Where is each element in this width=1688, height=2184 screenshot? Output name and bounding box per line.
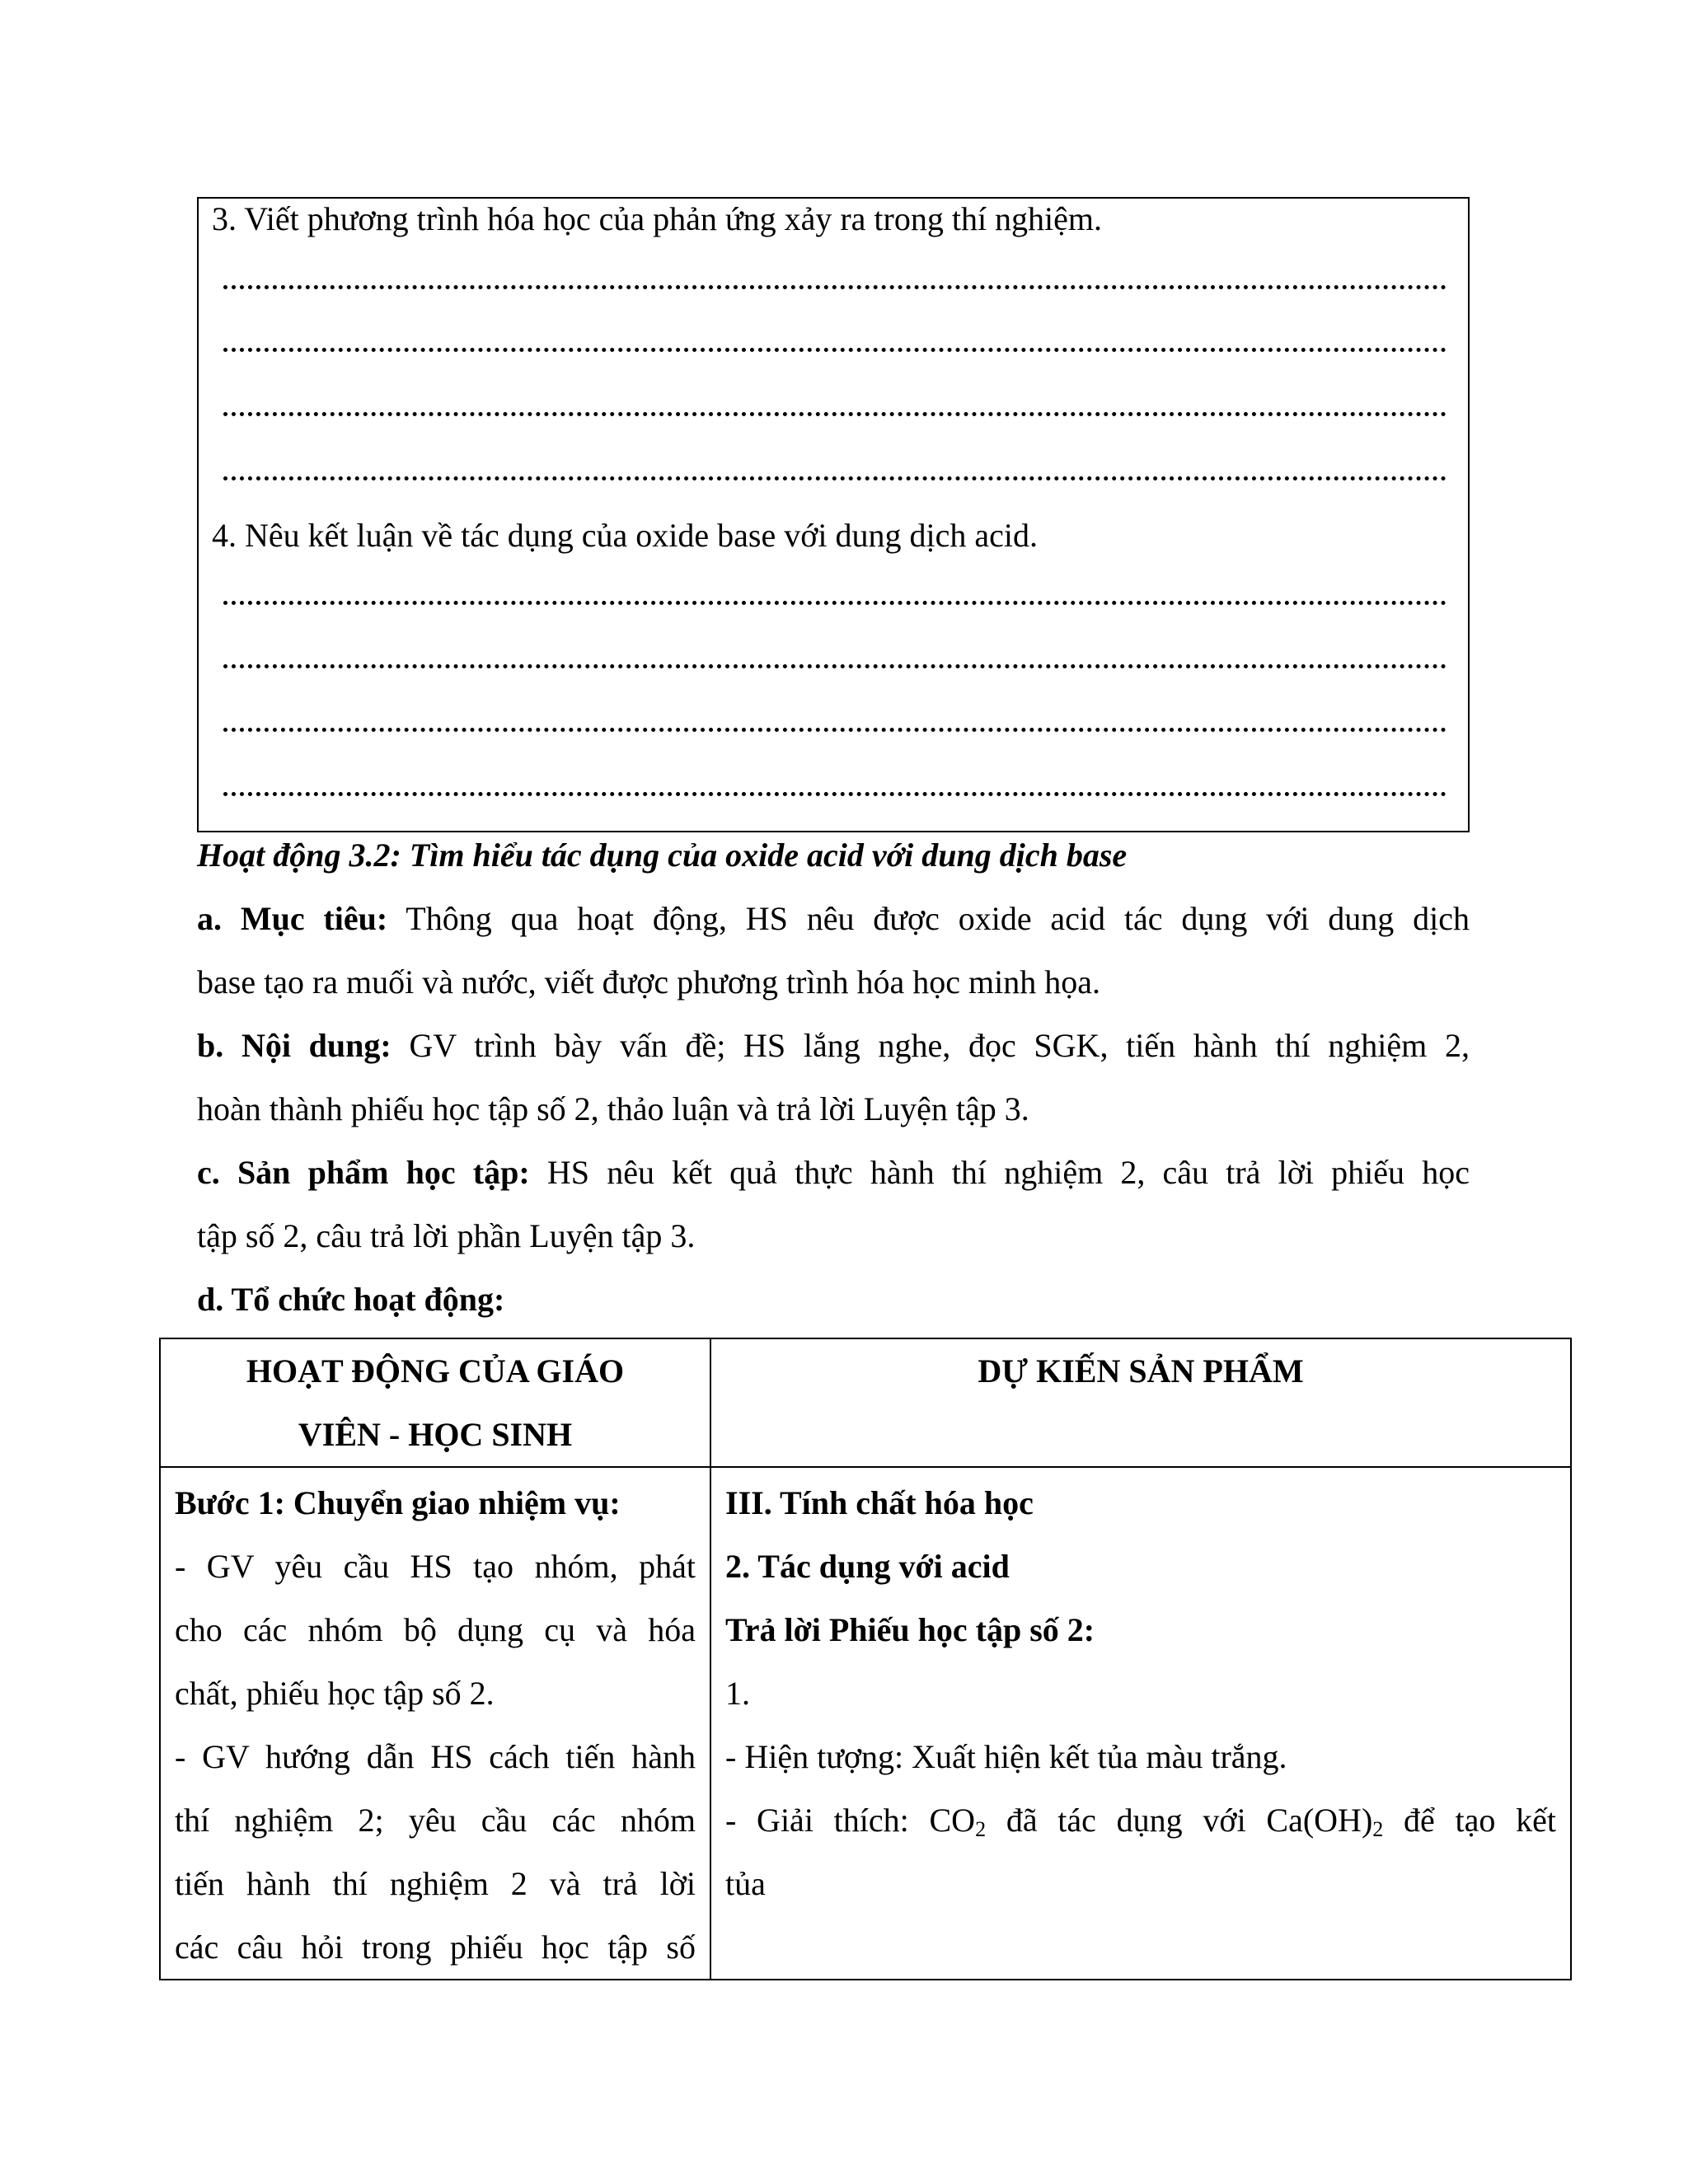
table-row [160,1467,1571,1980]
answer-line [223,792,1447,796]
content-line-1 [197,1025,1470,1066]
objective-text: Thông qua hoạt động, HS nêu được oxide acid tác dụng với dung dịch [387,900,1470,937]
content-text: GV trình bày vấn đề; HS lắng nghe, đọc SGK, tiến hành thí nghiệm 2, [391,1027,1470,1064]
header-teacher-student [160,1338,710,1467]
answer-title: Trả lời Phiếu học tập số 2: [725,1611,1095,1648]
section-title: III. Tính chất hóa học [725,1484,1034,1521]
left-line-5: thí nghiệm 2; yêu cầu các nhóm [175,1802,696,1839]
explanation-part-1: - Giải thích: CO [725,1802,976,1839]
left-line-3: chất, phiếu học tập số 2. [175,1675,495,1712]
explanation-part-2: đã tác dụng với Ca(OH) [986,1802,1373,1839]
question-3: 3. Viết phương trình hóa học của phản ứng xảy ra trong thí nghiệm. [212,200,1103,237]
product-label: c. Sản phẩm học tập: [197,1154,530,1191]
subscript-co2: 2 [975,1817,987,1841]
explanation-line-2: tủa [725,1865,766,1902]
left-line-2: cho các nhóm bộ dụng cụ và hóa [175,1611,696,1648]
question-4: 4. Nêu kết luận về tác dụng của oxide base với dung dịch acid. [212,517,1038,554]
answer-line [223,728,1447,732]
objective-label: a. Mục tiêu: [197,900,388,937]
product-text: HS nêu kết quả thực hành thí nghiệm 2, câu trả lời phiếu học [529,1154,1470,1191]
content-label: b. Nội dung: [197,1027,392,1064]
header-expected-product [710,1338,1571,1467]
answer-line [223,476,1447,480]
answer-line [223,412,1447,416]
explanation-line [725,1788,1556,1852]
product-line-2: tập số 2, câu trả lời phần Luyện tập 3. [197,1217,696,1254]
answer-line [223,664,1447,668]
activity-heading: Hoạt động 3.2: Tìm hiểu tác dụng của oxide acid với dung dịch base [197,837,1128,874]
activity-table [159,1338,1572,1980]
organize-heading: d. Tổ chức hoạt động: [197,1281,505,1318]
table-header-row [160,1338,1571,1467]
objective-line-2: base tạo ra muối và nước, viết được phương trình hóa học minh họa. [197,963,1101,1001]
subscript-caoh2: 2 [1372,1817,1384,1841]
header-left-line-1: HOẠT ĐỘNG CỦA GIÁO [246,1352,625,1390]
step-1-title: Bước 1: Chuyển giao nhiệm vụ: [175,1484,621,1521]
header-left-line-2: VIÊN - HỌC SINH [298,1416,573,1453]
expected-product-cell [710,1467,1571,1980]
left-line-1: - GV yêu cầu HS tạo nhóm, phát [175,1548,696,1585]
product-line-1 [197,1152,1470,1193]
worksheet-box [197,197,1470,832]
left-line-7: các câu hỏi trong phiếu học tập số [175,1929,696,1966]
teacher-student-cell [160,1467,710,1980]
header-right-line: DỰ KIẾN SẢN PHẨM [978,1352,1304,1390]
objective-line-1 [197,898,1470,940]
left-line-6: tiến hành thí nghiệm 2 và trả lời [175,1865,696,1902]
answer-line [223,348,1447,352]
answer-number: 1. [725,1675,750,1712]
content-line-2: hoàn thành phiếu học tập số 2, thảo luận và trả lời Luyện tập 3. [197,1090,1029,1127]
answer-line [223,601,1447,605]
subsection-title: 2. Tác dụng với acid [725,1548,1010,1585]
left-line-4: - GV hướng dẫn HS cách tiến hành [175,1738,696,1775]
explanation-part-3: để tạo kết [1383,1802,1556,1839]
answer-line [223,285,1447,289]
phenomenon-line: - Hiện tượng: Xuất hiện kết tủa màu trắng. [725,1738,1287,1775]
